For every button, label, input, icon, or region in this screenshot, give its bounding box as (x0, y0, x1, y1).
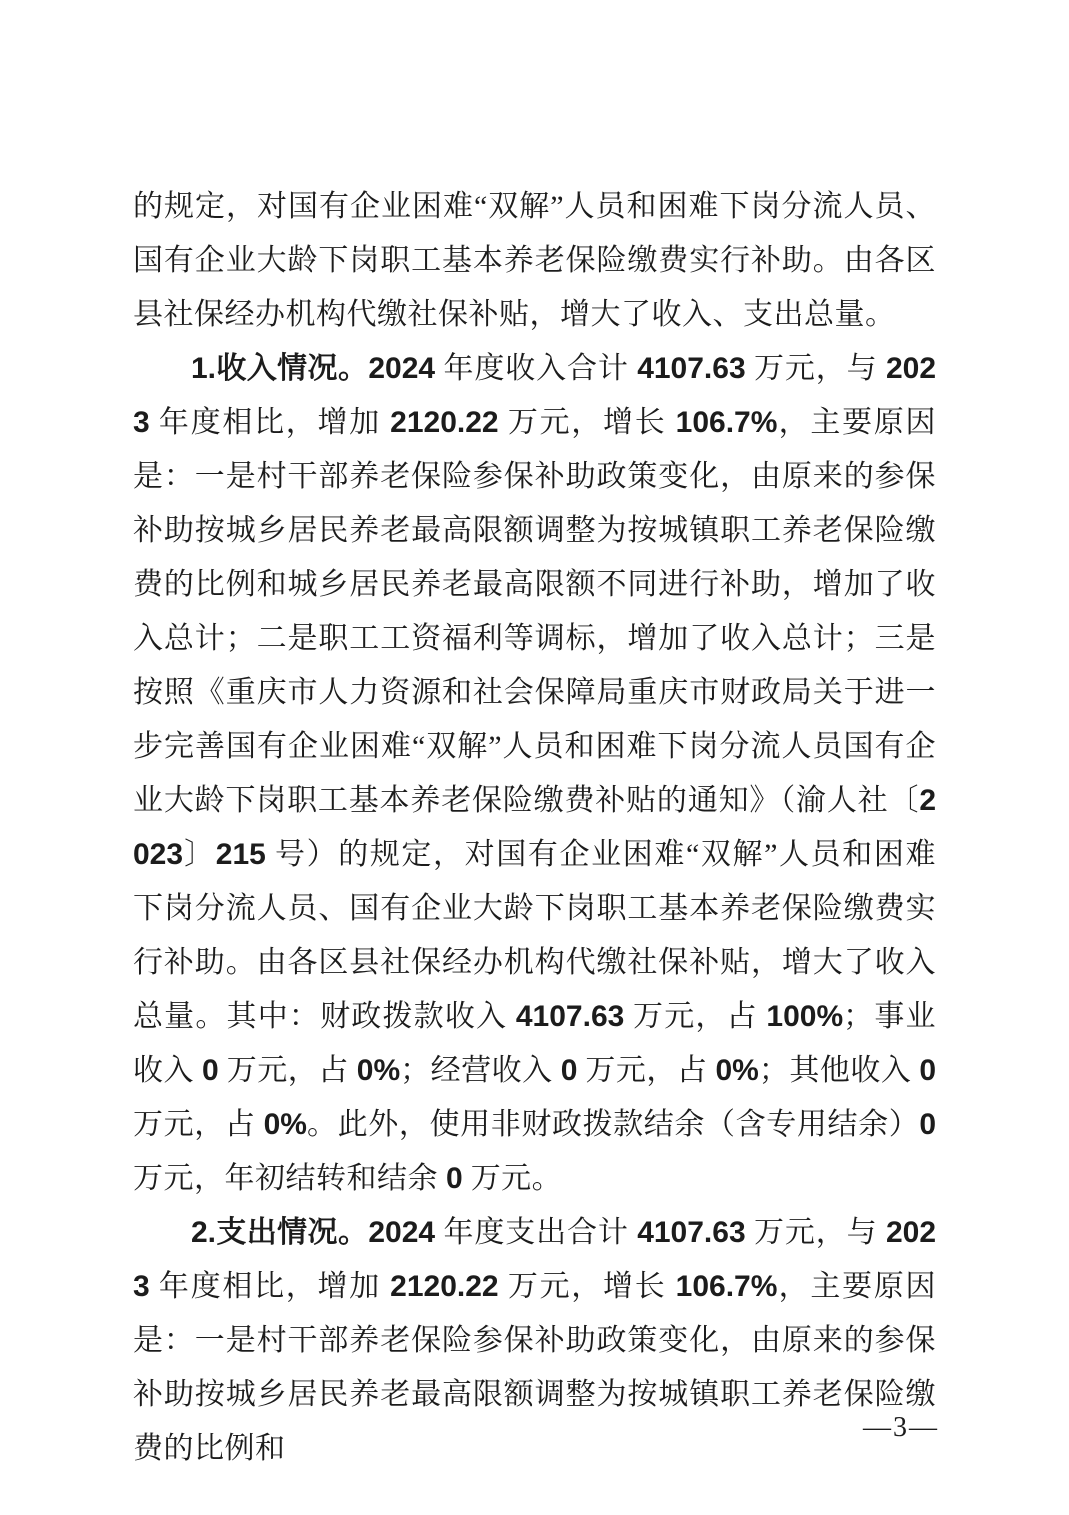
text-run-body: 万元。 (462, 1162, 563, 1195)
text-run-body: ，主要原因是：一是村干部养老保险参保补助政策变化，由原来的参保补助按城乡居民养老最高限额调整为按城镇职工养老保险缴费的比例和 (133, 1270, 937, 1465)
text-run-body: 号）的规定，对国有企业困难“双解”人员和困难下岗分流人员、国有企业大龄下岗职工基本养老保险缴费实行补助。由各区县社保经办机构代缴社保补贴，增大了收入总量。其中：财政拨款收入 (133, 838, 936, 1033)
text-run-body: 万元，与 (745, 352, 886, 385)
text-run-number: 2024 (368, 352, 436, 385)
text-run-body: ；其他收入 (758, 1054, 920, 1087)
paragraph-income-situation (133, 342, 936, 1206)
document-body (133, 180, 936, 1476)
text-run-body: 年度收入合计 (435, 352, 638, 385)
text-run-number: 0 (202, 1054, 219, 1087)
text-run-body: 年度相比，增加 (149, 1270, 391, 1303)
text-run-body: 万元，占 (133, 1108, 264, 1141)
text-run-body: 万元，增长 (498, 1270, 676, 1303)
text-run-number: 0 (560, 1054, 578, 1087)
text-run-number: 100% (766, 1000, 844, 1033)
text-run-body: 。此外，使用非财政拨款结余（含专用结余） (306, 1108, 920, 1141)
text-run-number: 0 (446, 1162, 463, 1195)
text-run-number: 0% (263, 1108, 307, 1141)
text-run-body: 万元，占 (577, 1054, 716, 1087)
text-run-number: 2120.22 (390, 406, 499, 439)
page-number (863, 1410, 939, 1446)
text-run-number: 2023 (133, 352, 937, 439)
text-run-body: 万元，占 (218, 1054, 357, 1087)
text-run-heading: 2.支出情况。 (191, 1216, 369, 1249)
text-run-body: 〕 (183, 838, 216, 871)
text-run-body: 的规定，对国有企业困难“双解”人员和困难下岗分流人员、国有企业大龄下岗职工基本养老保险缴费实行补助。由各区县社保经办机构代缴社保补贴，增大了收入、支出总量。 (133, 190, 936, 331)
text-run-number: 4107.63 (515, 1000, 625, 1033)
text-run-body: 万元，年初结转和结余 (133, 1162, 446, 1195)
paragraph-continuation (133, 180, 936, 342)
text-run-number: 0% (356, 1054, 401, 1087)
text-run-number: 2023 (133, 1216, 937, 1303)
text-run-number: 0 (919, 1108, 937, 1141)
text-run-number: 106.7% (675, 406, 778, 439)
text-run-body: ；事业收入 (133, 1000, 937, 1087)
text-run-number: 215 (215, 838, 266, 871)
page-number-label: —3— (863, 1412, 939, 1443)
text-run-number: 0% (715, 1054, 759, 1087)
text-run-number: 106.7% (675, 1270, 778, 1303)
paragraph-expenditure-situation (133, 1206, 936, 1476)
text-run-body: ，主要原因是：一是村干部养老保险参保补助政策变化，由原来的参保补助按城乡居民养老最高限额调整为按城镇职工养老保险缴费的比例和城乡居民养老最高限额不同进行补助，增加了收入总计；二是职工工资福利等调标，增加了收入总计；三是按照《重庆市人力资源和社会保障局重庆市财政局关于进一步完善国有企业困难“双解”人员和困难下岗分流人员国有企业大龄下岗职工基本养老保险缴费补贴的通知》（渝人社〔 (133, 406, 937, 817)
text-run-number: 4107.63 (637, 1216, 746, 1249)
text-run-body: 万元，占 (624, 1000, 767, 1033)
text-run-body: 万元，与 (745, 1216, 886, 1249)
text-run-number: 0 (919, 1054, 937, 1087)
text-run-body: ；经营收入 (400, 1054, 561, 1087)
text-run-heading: 1.收入情况。 (191, 352, 369, 385)
text-run-number: 2023 (133, 784, 936, 871)
text-run-body: 年度支出合计 (435, 1216, 638, 1249)
text-run-number: 2120.22 (390, 1270, 499, 1303)
text-run-body: 年度相比，增加 (149, 406, 391, 439)
text-run-number: 2024 (368, 1216, 436, 1249)
text-run-body: 万元，增长 (498, 406, 676, 439)
text-run-number: 4107.63 (637, 352, 746, 385)
